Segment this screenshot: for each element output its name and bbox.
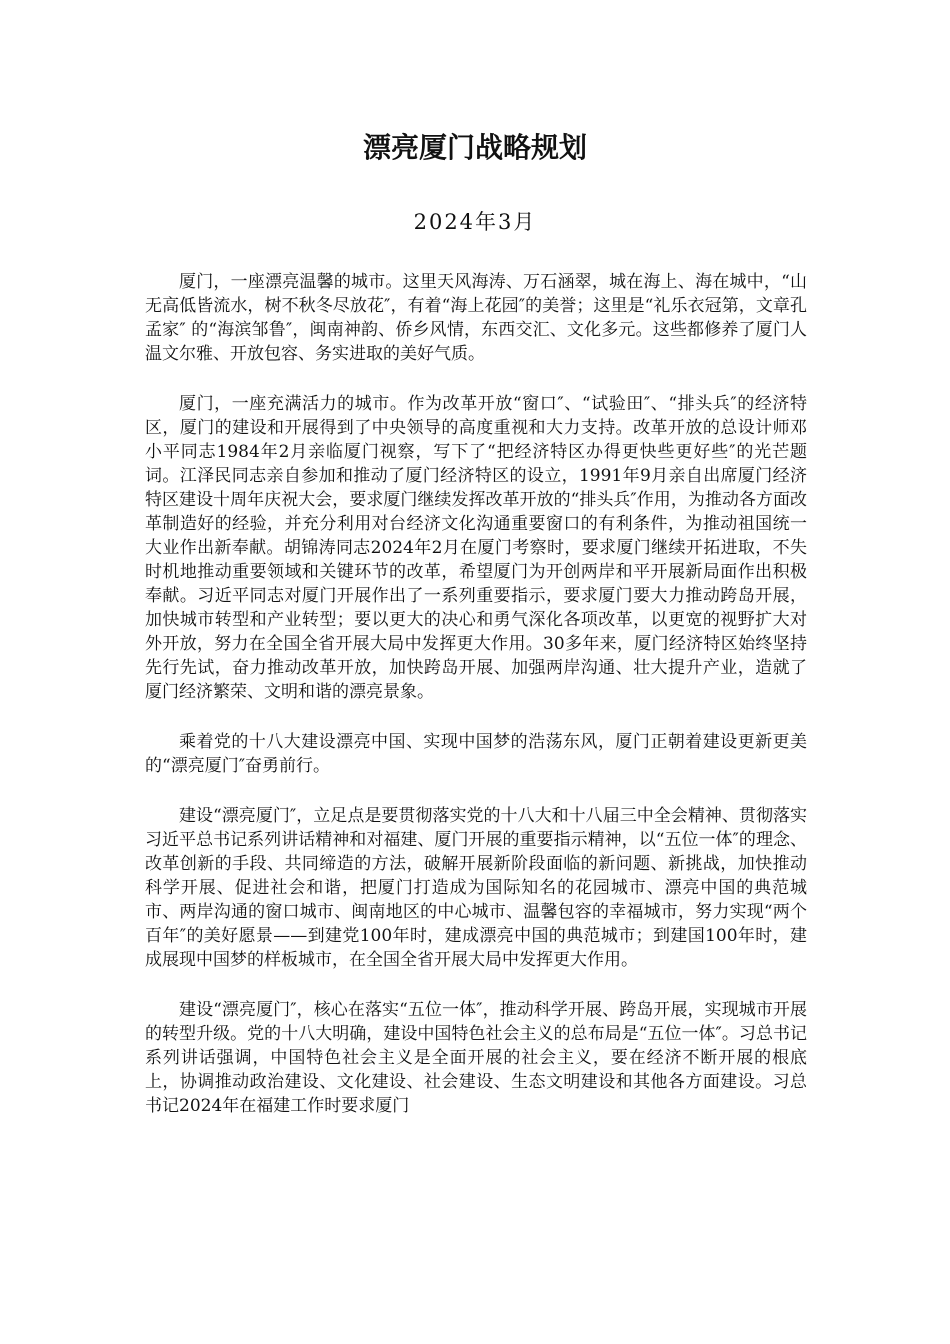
paragraph: 乘着党的十八大建设漂亮中国、实现中国梦的浩荡东风，厦门正朝着建设更新更美的“漂亮厦门″奋勇前行。 bbox=[145, 732, 807, 776]
document-title: 漂亮厦门战略规划 bbox=[362, 131, 587, 164]
paragraph: 厦门，一座充满活力的城市。作为改革开放“窗口″、“试验田″、“排头兵″的经济特区，厦门的建设和开展得到了中央领导的高度重视和大力支持。改革开放的总设计师邓小平同志1984年2月亲临厦门视察，写下了“把经济特区办得更快些更好些″的光芒题词。江泽民同志亲自参加和推动了厦门经济特区的设立，1991年9月亲自出席厦门经济特区建设十周年庆祝大会，要求厦门继续发挥改革开放的“排头兵″作用，为推动各方面改革制造好的经验，并充分利用对台经济文化沟通重要窗口的有利条件，为推动祖国统一大业作出新奉献。胡锦涛同志2024年2月在厦门考察时，要求厦门继续开拓进取，不失时机地推动重要领域和关键环节的改革，希望厦门为开创两岸和平开展新局面作出积极奉献。习近平同志对厦门开展作出了一系列重要指示，要求厦门要大力推动跨岛开展，加快城市转型和产业转型；要以更大的决心和勇气深化各项改革，以更宽的视野扩大对外开放，努力在全国全省开展大局中发挥更大作用。30多年来，厦门经济特区始终坚持先行先试，奋力推动改革开放，加快跨岛开展、加强两岸沟通、壮大提升产业，造就了厦门经济繁荣、文明和谐的漂亮景象。 bbox=[145, 394, 807, 702]
document-body bbox=[145, 270, 807, 1144]
paragraph: 厦门，一座漂亮温馨的城市。这里天风海涛、万石涵翠，城在海上、海在城中，“山无高低皆流水，树不秋冬尽放花″，有着“海上花园″的美誉；这里是“礼乐衣冠第，文章孔孟家″ 的“海滨邹鲁″，闽南神韵、侨乡风情，东西交汇、文化多元。这些都修养了厦门人温文尔雅、开放包容、务实进取的美好气质。 bbox=[145, 272, 807, 364]
paragraph: 建设“漂亮厦门″，核心在落实“五位一体″，推动科学开展、跨岛开展，实现城市开展的转型升级。党的十八大明确，建设中国特色社会主义的总布局是“五位一体″。习总书记系列讲话强调，中国特色社会主义是全面开展的社会主义，要在经济不断开展的根底上，协调推动政治建设、文化建设、社会建设、生态文明建设和其他各方面建设。习总书记2024年在福建工作时要求厦门 bbox=[145, 1000, 807, 1116]
document-date: 2024年3月 bbox=[413, 210, 537, 234]
paragraph: 建设“漂亮厦门″，立足点是要贯彻落实党的十八大和十八届三中全会精神、贯彻落实习近平总书记系列讲话精神和对福建、厦门开展的重要指示精神，以“五位一体″的理念、改革创新的手段、共同缔造的方法，破解开展新阶段面临的新问题、新挑战，加快推动科学开展、促进社会和谐，把厦门打造成为国际知名的花园城市、漂亮中国的典范城市、两岸沟通的窗口城市、闽南地区的中心城市、温馨包容的幸福城市，努力实现“两个百年″的美好愿景——到建党100年时，建成漂亮中国的典范城市；到建国100年时，建成展现中国梦的样板城市，在全国全省开展大局中发挥更大作用。 bbox=[145, 806, 807, 970]
